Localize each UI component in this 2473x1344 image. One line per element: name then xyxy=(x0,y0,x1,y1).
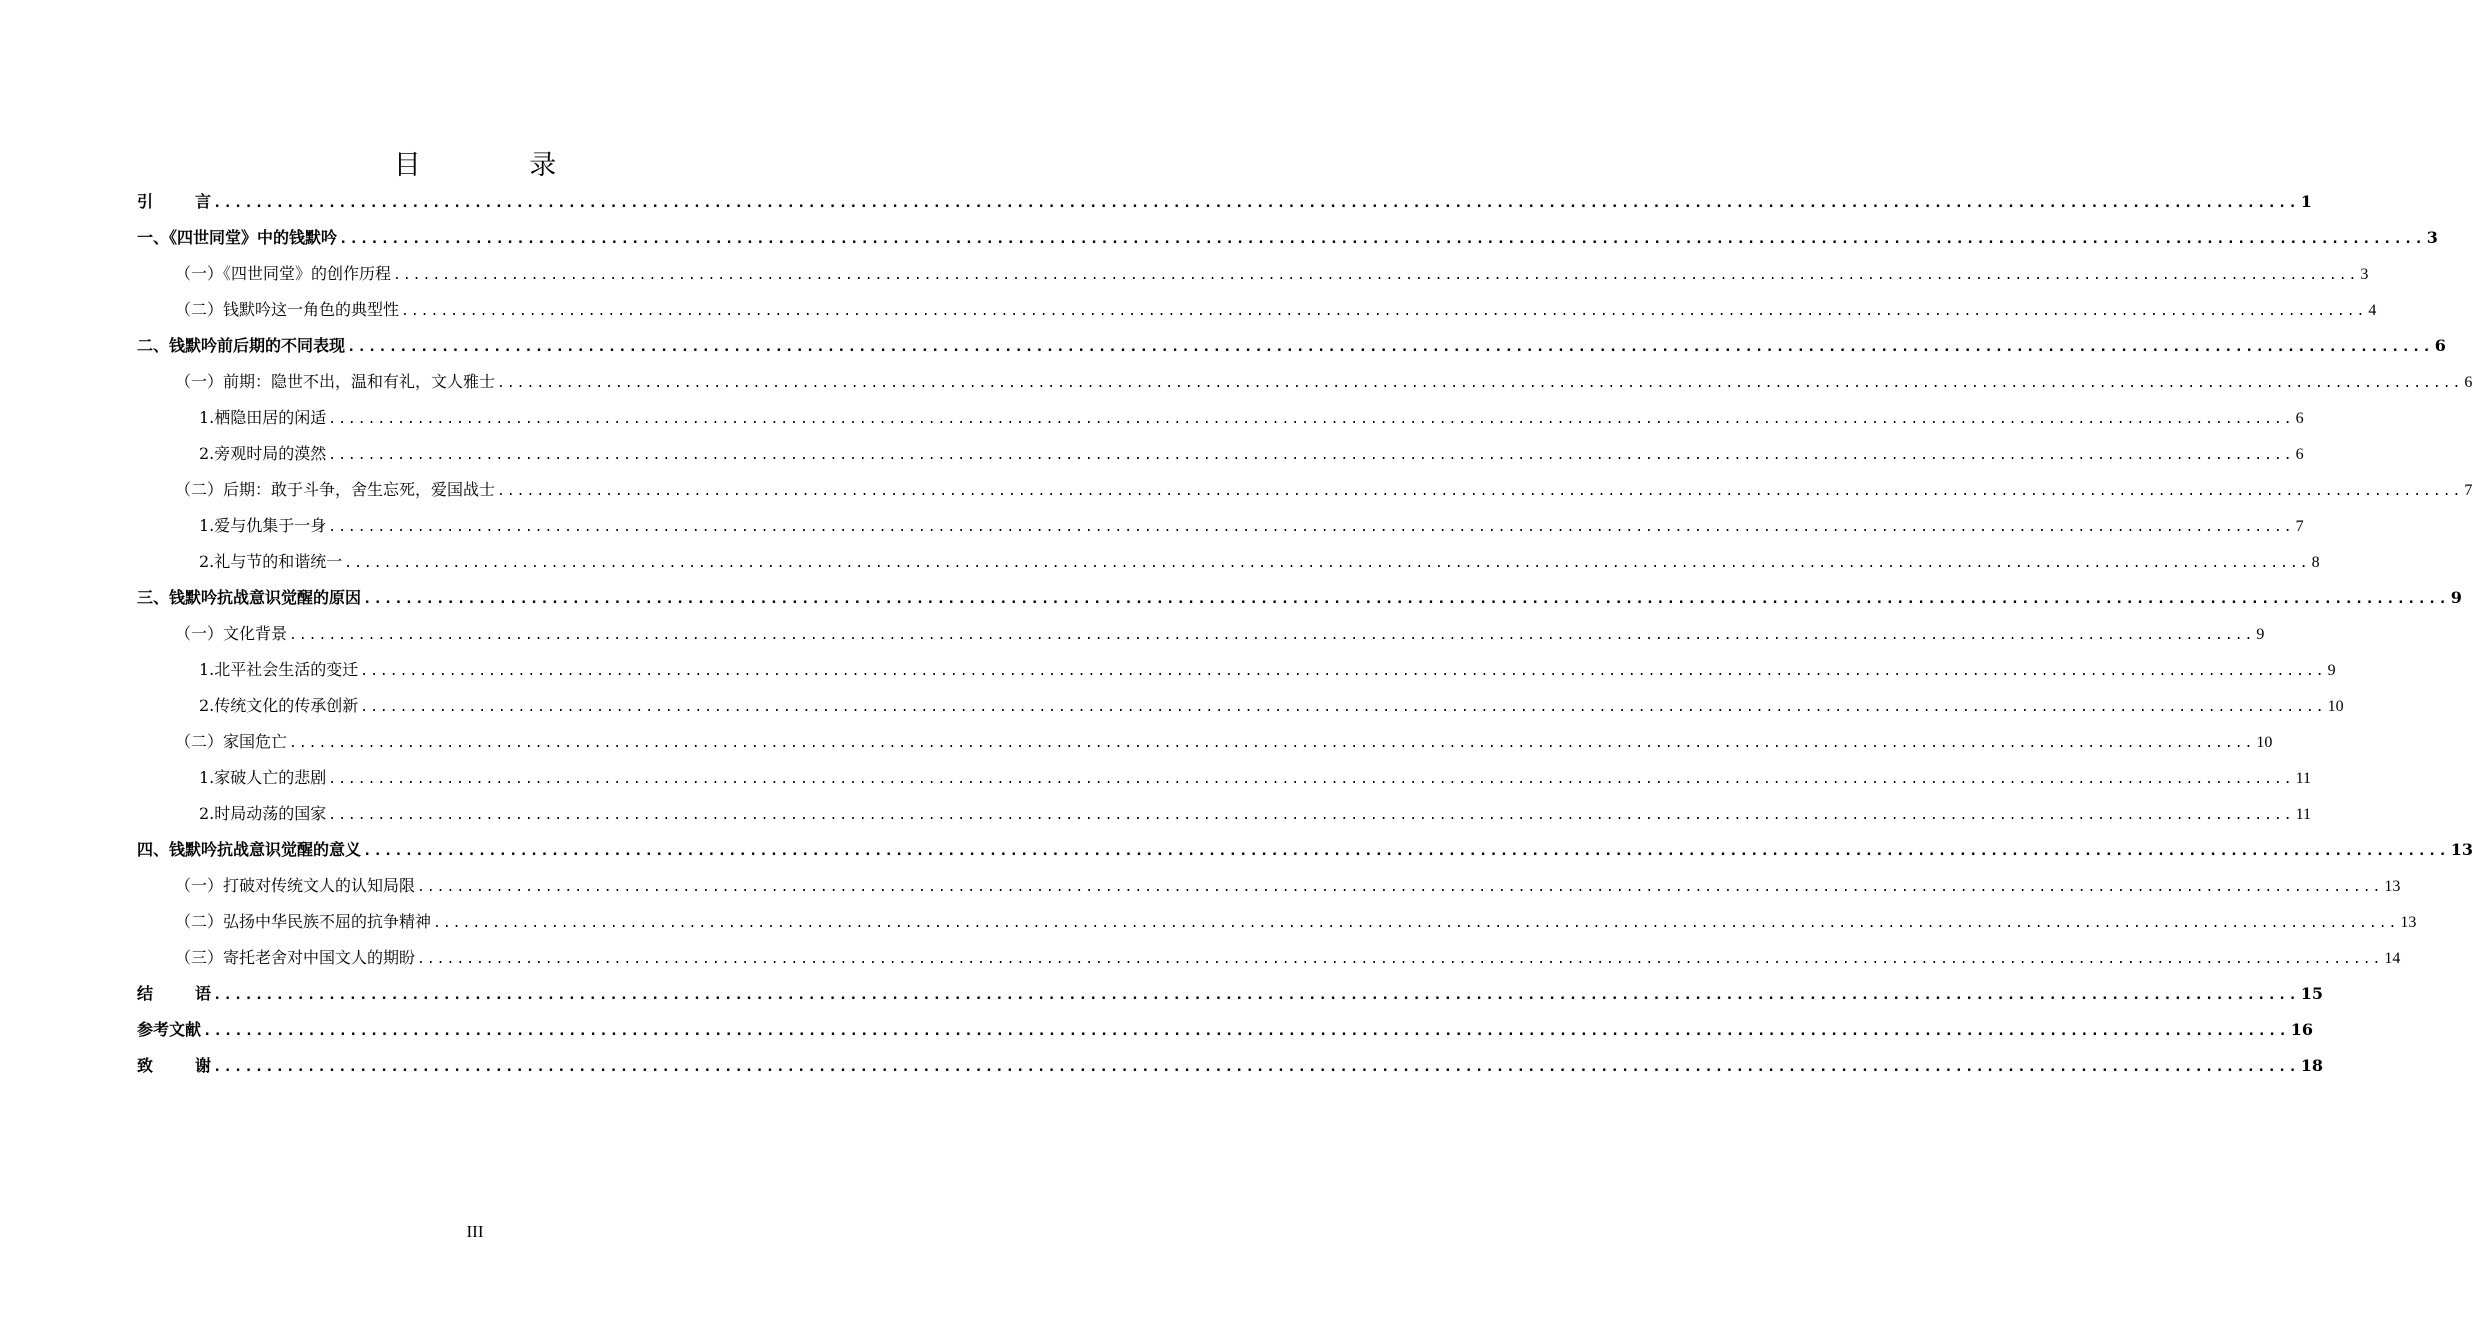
toc-entry[interactable] xyxy=(137,760,2312,796)
toc-entry[interactable] xyxy=(137,436,2304,472)
toc-entry[interactable] xyxy=(137,580,2462,616)
toc-leader-dots: ........................................................................................................................................................................................................ xyxy=(328,412,2294,427)
toc-entry[interactable] xyxy=(137,328,2446,364)
toc-leader-dots: ........................................................................................................................................................................................................ xyxy=(339,231,2425,247)
toc-entry[interactable] xyxy=(137,796,2312,832)
toc-entry-label: 一、《四世同堂》中的钱默吟 xyxy=(137,228,338,247)
toc-leader-dots: ........................................................................................................................................................................................................ xyxy=(328,448,2294,463)
toc-entry[interactable] xyxy=(137,364,2473,400)
toc-entry-label: 1.栖隐田居的闲适 xyxy=(199,408,327,427)
toc-entry-label: 参考文献 xyxy=(137,1020,202,1039)
toc-leader-dots: ........................................................................................................................................................................................................ xyxy=(497,376,2463,391)
toc-leader-dots: ........................................................................................................................................................................................................ xyxy=(347,339,2433,355)
toc-entry-label: 1.家破人亡的悲剧 xyxy=(199,768,327,787)
toc-entry-page-number: 7 xyxy=(2295,518,2304,535)
toc-leader-dots: ........................................................................................................................................................................................................ xyxy=(393,268,2359,283)
toc-entry[interactable] xyxy=(137,688,2344,724)
toc-entry-page-number: 3 xyxy=(2360,266,2369,283)
toc-entry-label: 二、钱默吟前后期的不同表现 xyxy=(137,336,346,355)
toc-entry-page-number: 6 xyxy=(2464,374,2473,391)
toc-entry[interactable] xyxy=(137,976,2324,1012)
toc-leader-dots: ........................................................................................................................................................................................................ xyxy=(328,520,2294,535)
toc-leader-dots: ........................................................................................................................................................................................................ xyxy=(213,987,2299,1003)
toc-entry-page-number: 4 xyxy=(2368,302,2377,319)
toc-leader-dots: ........................................................................................................................................................................................................ xyxy=(328,808,2294,823)
toc-leader-dots: ........................................................................................................................................................................................................ xyxy=(363,843,2449,859)
toc-entry-page-number: 13 xyxy=(2400,914,2417,931)
toc-leader-dots: ........................................................................................................................................................................................................ xyxy=(401,304,2367,319)
toc-leader-dots: ........................................................................................................................................................................................................ xyxy=(213,195,2299,211)
toc-entry-label: 1.爱与仇集于一身 xyxy=(199,516,327,535)
toc-entry-label: 2.礼与节的和谐统一 xyxy=(199,552,343,571)
toc-entry-label: 1.北平社会生活的变迁 xyxy=(199,660,359,679)
toc-entry-label: （二）钱默吟这一角色的典型性 xyxy=(175,300,400,319)
toc-leader-dots: ........................................................................................................................................................................................................ xyxy=(203,1023,2289,1039)
toc-entry-label: 四、钱默吟抗战意识觉醒的意义 xyxy=(137,840,362,859)
toc-entry-page-number: 15 xyxy=(2300,984,2324,1003)
toc-entry[interactable] xyxy=(137,652,2336,688)
table-of-contents xyxy=(137,184,2473,1084)
toc-entry[interactable] xyxy=(137,184,2312,220)
toc-entry-page-number: 10 xyxy=(2327,698,2344,715)
toc-entry-page-number: 13 xyxy=(2450,840,2473,859)
toc-entry-page-number: 11 xyxy=(2295,770,2312,787)
toc-entry[interactable] xyxy=(137,868,2401,904)
toc-entry-label: 2.旁观时局的漠然 xyxy=(199,444,327,463)
toc-entry-page-number: 9 xyxy=(2450,588,2462,607)
toc-leader-dots: ........................................................................................................................................................................................................ xyxy=(289,628,2255,643)
toc-entry-label: 2.传统文化的传承创新 xyxy=(199,696,359,715)
toc-entry[interactable] xyxy=(137,400,2304,436)
toc-entry[interactable] xyxy=(137,472,2473,508)
toc-title: 目 录 xyxy=(393,150,607,181)
toc-leader-dots: ........................................................................................................................................................................................................ xyxy=(328,772,2294,787)
toc-entry[interactable] xyxy=(137,832,2473,868)
toc-entry-label: （一）前期：隐世不出，温和有礼，文人雅士 xyxy=(175,372,496,391)
toc-entry-label: 致谢 xyxy=(137,1056,212,1075)
toc-entry-page-number: 16 xyxy=(2290,1020,2314,1039)
toc-entry-label: 引言 xyxy=(137,192,212,211)
toc-leader-dots: ........................................................................................................................................................................................................ xyxy=(417,880,2383,895)
toc-entry-label: （一）文化背景 xyxy=(175,624,288,643)
toc-entry-label: 结语 xyxy=(137,984,212,1003)
toc-entry-page-number: 10 xyxy=(2256,734,2273,751)
toc-entry-label: （三）寄托老舍对中国文人的期盼 xyxy=(175,948,416,967)
toc-leader-dots: ........................................................................................................................................................................................................ xyxy=(289,736,2255,751)
toc-leader-dots: ........................................................................................................................................................................................................ xyxy=(433,916,2399,931)
toc-entry-page-number: 18 xyxy=(2300,1056,2324,1075)
toc-entry[interactable] xyxy=(137,508,2304,544)
toc-entry-label: （二）弘扬中华民族不屈的抗争精神 xyxy=(175,912,432,931)
toc-entry[interactable] xyxy=(137,1012,2314,1048)
toc-leader-dots: ........................................................................................................................................................................................................ xyxy=(417,952,2383,967)
toc-entry[interactable] xyxy=(137,256,2369,292)
toc-entry-page-number: 8 xyxy=(2311,554,2320,571)
toc-entry-label: 三、钱默吟抗战意识觉醒的原因 xyxy=(137,588,362,607)
toc-entry[interactable] xyxy=(137,1048,2324,1084)
toc-entry[interactable] xyxy=(137,544,2320,580)
toc-entry-page-number: 14 xyxy=(2384,950,2401,967)
toc-leader-dots: ........................................................................................................................................................................................................ xyxy=(363,591,2449,607)
toc-entry-label: （一）《四世同堂》的创作历程 xyxy=(175,264,392,283)
toc-entry-page-number: 1 xyxy=(2300,192,2312,211)
toc-entry[interactable] xyxy=(137,292,2377,328)
toc-leader-dots: ........................................................................................................................................................................................................ xyxy=(360,664,2326,679)
toc-entry-page-number: 3 xyxy=(2426,228,2438,247)
toc-entry-page-number: 7 xyxy=(2464,482,2473,499)
toc-entry-page-number: 9 xyxy=(2256,626,2265,643)
toc-entry-label: （二）后期：敢于斗争，舍生忘死，爱国战士 xyxy=(175,480,496,499)
toc-entry-label: （二）家国危亡 xyxy=(175,732,288,751)
toc-entry[interactable] xyxy=(137,220,2438,256)
toc-leader-dots: ........................................................................................................................................................................................................ xyxy=(344,556,2310,571)
toc-entry-page-number: 9 xyxy=(2327,662,2336,679)
toc-entry-label: （一）打破对传统文人的认知局限 xyxy=(175,876,416,895)
toc-entry[interactable] xyxy=(137,940,2401,976)
toc-entry-page-number: 13 xyxy=(2384,878,2401,895)
toc-entry-label: 2.时局动荡的国家 xyxy=(199,804,327,823)
toc-entry[interactable] xyxy=(137,616,2265,652)
page-number-footer: III xyxy=(466,1222,484,1241)
toc-leader-dots: ........................................................................................................................................................................................................ xyxy=(213,1059,2299,1075)
toc-leader-dots: ........................................................................................................................................................................................................ xyxy=(497,484,2463,499)
toc-entry-page-number: 6 xyxy=(2295,410,2304,427)
toc-entry-page-number: 6 xyxy=(2434,336,2446,355)
toc-entry-page-number: 6 xyxy=(2295,446,2304,463)
toc-entry[interactable] xyxy=(137,904,2417,940)
toc-leader-dots: ........................................................................................................................................................................................................ xyxy=(360,700,2326,715)
toc-entry-page-number: 11 xyxy=(2295,806,2312,823)
toc-entry[interactable] xyxy=(137,724,2273,760)
